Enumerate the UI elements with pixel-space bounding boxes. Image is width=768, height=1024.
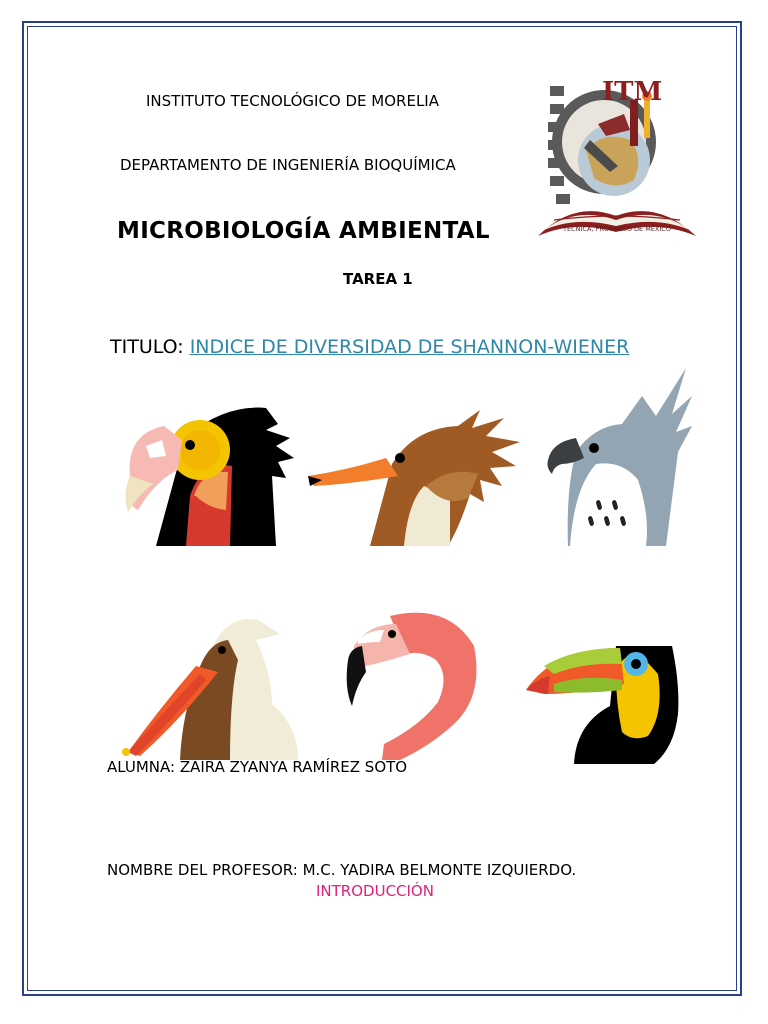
introduction-heading: INTRODUCCIÓN	[316, 882, 434, 900]
toucan-head-icon	[524, 644, 680, 764]
logo-text: ITM	[602, 77, 663, 107]
document-title	[110, 336, 629, 358]
logo-motto: TÉCNICA, PROGRESO DE MÉXICO	[563, 225, 671, 233]
itm-logo	[534, 70, 700, 246]
pelican-head-icon	[122, 614, 298, 760]
institution-name: INSTITUTO TECNOLÓGICO DE MORELIA	[146, 92, 439, 110]
professor-name: NOMBRE DEL PROFESOR: M.C. YADIRA BELMONTE IZQUIERDO.	[107, 861, 577, 879]
heron-head-icon	[308, 406, 522, 548]
subject-title: MICROBIOLOGÍA AMBIENTAL	[117, 218, 490, 244]
vulture-head-icon	[116, 400, 296, 548]
flamingo-head-icon	[344, 606, 484, 762]
title-link[interactable]: INDICE DE DIVERSIDAD DE SHANNON-WIENER	[189, 336, 630, 358]
task-number: TAREA 1	[343, 270, 413, 288]
department-name: DEPARTAMENTO DE INGENIERÍA BIOQUÍMICA	[120, 156, 456, 174]
title-label: TITULO:	[110, 336, 184, 358]
student-name: ALUMNA: ZAIRA ZYANYA RAMÍREZ SOTO	[107, 758, 408, 776]
eagle-head-icon	[546, 368, 692, 548]
